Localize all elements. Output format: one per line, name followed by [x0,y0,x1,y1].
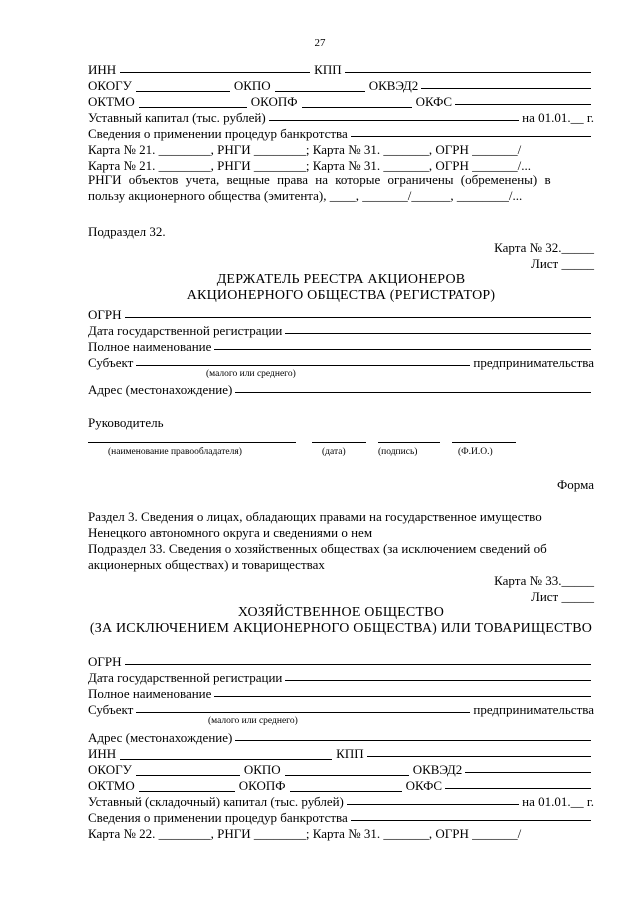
reg-date-blank[interactable] [285,669,591,681]
inn-label: ИНН [88,62,117,77]
oktmo-blank[interactable] [139,96,247,108]
subject-label: Субъект [88,702,134,717]
capital-label: Уставный капитал (тыс. рублей) [88,110,266,125]
inn-label: ИНН [88,746,117,761]
small-medium-hint: (малого или среднего) [208,716,298,726]
address-label: Адрес (местонахождение) [88,730,233,745]
okfs-blank[interactable] [455,93,591,105]
entrepreneur-label: предпринимательства [473,702,594,717]
ogrn-label: ОГРН [88,654,122,669]
kpp-label: КПП [336,746,364,761]
reg-date-row-32 [88,321,594,337]
card21-text: Карта № 21. ________, РНГИ ________; Карта № 31. _______, ОГРН _______/ [88,142,522,157]
okpo-blank[interactable] [285,764,409,776]
address-label: Адрес (местонахождение) [88,382,233,397]
title-32-line1: ДЕРЖАТЕЛЬ РЕЕСТРА АКЦИОНЕРОВ [216,272,466,287]
card21-row-2 [88,156,594,172]
okogu-row-33 [88,760,594,776]
okogu-label: ОКОГУ [88,762,132,777]
head-label: Руководитель [88,415,164,430]
full-name-blank[interactable] [214,685,591,697]
bankruptcy-blank[interactable] [351,809,591,821]
ogrn-blank[interactable] [125,653,591,665]
address-row-33 [88,728,594,744]
kpp-blank[interactable] [345,61,591,73]
oktmo-row-33 [88,776,594,792]
document-page [88,0,596,905]
okopf-label: ОКОПФ [238,778,286,793]
okfs-label: ОКФС [405,778,443,793]
title-32-line2: АКЦИОНЕРНОГО ОБЩЕСТВА (РЕГИСТРАТОР) [186,288,496,303]
title-33-line2: (ЗА ИСКЛЮЧЕНИЕМ АКЦИОНЕРНОГО ОБЩЕСТВА) ИЛИ ТОВАРИЩЕСТВО [89,621,593,636]
form-label: Форма [557,477,594,492]
okopf-label: ОКОПФ [250,94,298,109]
capital-date: на 01.01.__ г. [522,794,594,809]
owner-sign-line[interactable] [88,442,296,443]
small-medium-hint: (малого или среднего) [206,369,296,379]
reg-date-label: Дата государственной регистрации [88,670,283,685]
sig-date-caption: (дата) [322,447,346,457]
subject-row-32 [88,353,594,369]
okfs-blank[interactable] [445,777,591,789]
capital-label: Уставный (складочный) капитал (тыс. рублей) [88,794,344,809]
address-blank[interactable] [235,381,591,393]
okved-blank[interactable] [465,761,591,773]
ogrn-row-33 [88,652,594,668]
address-blank[interactable] [235,729,591,741]
entrepreneur-label: предпринимательства [473,355,594,370]
capital-blank[interactable] [269,109,519,121]
okopf-blank[interactable] [302,96,412,108]
inn-blank[interactable] [120,748,332,760]
date-sign-line[interactable] [312,442,366,443]
address-row-32 [88,380,594,396]
ogrn-label: ОГРН [88,307,122,322]
sig-fio-caption: (Ф.И.О.) [458,447,493,457]
section-3-line3: Подраздел 33. Сведения о хозяйственных обществах (за исключением сведений об [88,541,547,556]
sig-sign-caption: (подпись) [378,447,418,457]
okpo-blank[interactable] [275,80,365,92]
subsection-32-heading: Подраздел 32. [88,224,166,239]
section-3-line4: акционерных обществах) и товариществах [88,557,325,572]
full-name-row-33 [88,684,594,700]
bankruptcy-row-33 [88,808,594,824]
signature-line[interactable] [378,442,440,443]
okpo-label: ОКПО [233,78,271,93]
subject-blank[interactable] [136,354,470,366]
card-33: Карта № 33._____ [494,573,594,588]
bankruptcy-label: Сведения о применении процедур банкротства [88,810,348,825]
rngi-line-1: РНГИ объектов учета, вещные права на которые ограничены (обременены) в [88,172,551,187]
capital-blank[interactable] [347,793,519,805]
sheet-32: Лист _____ [531,256,594,271]
card22-row [88,824,594,840]
oktmo-label: ОКТМО [88,94,135,109]
full-name-blank[interactable] [214,338,591,350]
full-name-row-32 [88,337,594,353]
card21-text: Карта № 21. ________, РНГИ ________; Карта № 31. _______, ОГРН _______/... [88,158,531,173]
kpp-blank[interactable] [367,745,591,757]
section-3-line1: Раздел 3. Сведения о лицах, обладающих правами на государственное имущество [88,509,542,524]
oktmo-row [88,92,594,108]
capital-date: на 01.01.__ г. [522,110,594,125]
reg-date-blank[interactable] [285,322,591,334]
full-name-label: Полное наименование [88,686,212,701]
ogrn-row-32 [88,305,594,321]
inn-blank[interactable] [120,61,310,73]
bankruptcy-label: Сведения о применении процедур банкротства [88,126,348,141]
oktmo-label: ОКТМО [88,778,135,793]
capital-row-33 [88,792,594,808]
card22-text: Карта № 22. ________, РНГИ ________; Карта № 31. _______, ОГРН _______/ [88,826,522,841]
page-number: 27 [314,37,326,49]
reg-date-row-33 [88,668,594,684]
okpo-label: ОКПО [243,762,281,777]
okved-label: ОКВЭД2 [368,78,419,93]
reg-date-label: Дата государственной регистрации [88,323,283,338]
okved-label: ОКВЭД2 [412,762,463,777]
subject-row-33 [88,700,594,716]
sig-owner-caption: (наименование правообладателя) [108,447,242,457]
section-3-line2: Ненецкого автономного округа и сведениями о нем [88,525,373,540]
full-name-label: Полное наименование [88,339,212,354]
inn-kpp-row-33 [88,744,594,760]
fio-sign-line[interactable] [452,442,516,443]
inn-kpp-row [88,60,594,76]
rngi-line-2: пользу акционерного общества (эмитента), ____, _______/______, ________/... [88,188,523,203]
kpp-label: КПП [314,62,342,77]
card-32: Карта № 32._____ [494,240,594,255]
okogu-row [88,76,594,92]
bankruptcy-blank[interactable] [351,125,591,137]
okved-blank[interactable] [421,77,591,89]
okogu-label: ОКОГУ [88,78,132,93]
subject-label: Субъект [88,355,134,370]
bankruptcy-row [88,124,594,140]
title-33-line1: ХОЗЯЙСТВЕННОЕ ОБЩЕСТВО [237,605,445,620]
okogu-blank[interactable] [136,80,230,92]
okogu-blank[interactable] [136,764,240,776]
okopf-blank[interactable] [290,780,402,792]
okfs-label: ОКФС [415,94,453,109]
oktmo-blank[interactable] [139,780,235,792]
card21-row-1 [88,140,594,156]
capital-row [88,108,594,124]
ogrn-blank[interactable] [125,306,591,318]
subject-blank[interactable] [136,701,470,713]
sheet-33: Лист _____ [531,589,594,604]
